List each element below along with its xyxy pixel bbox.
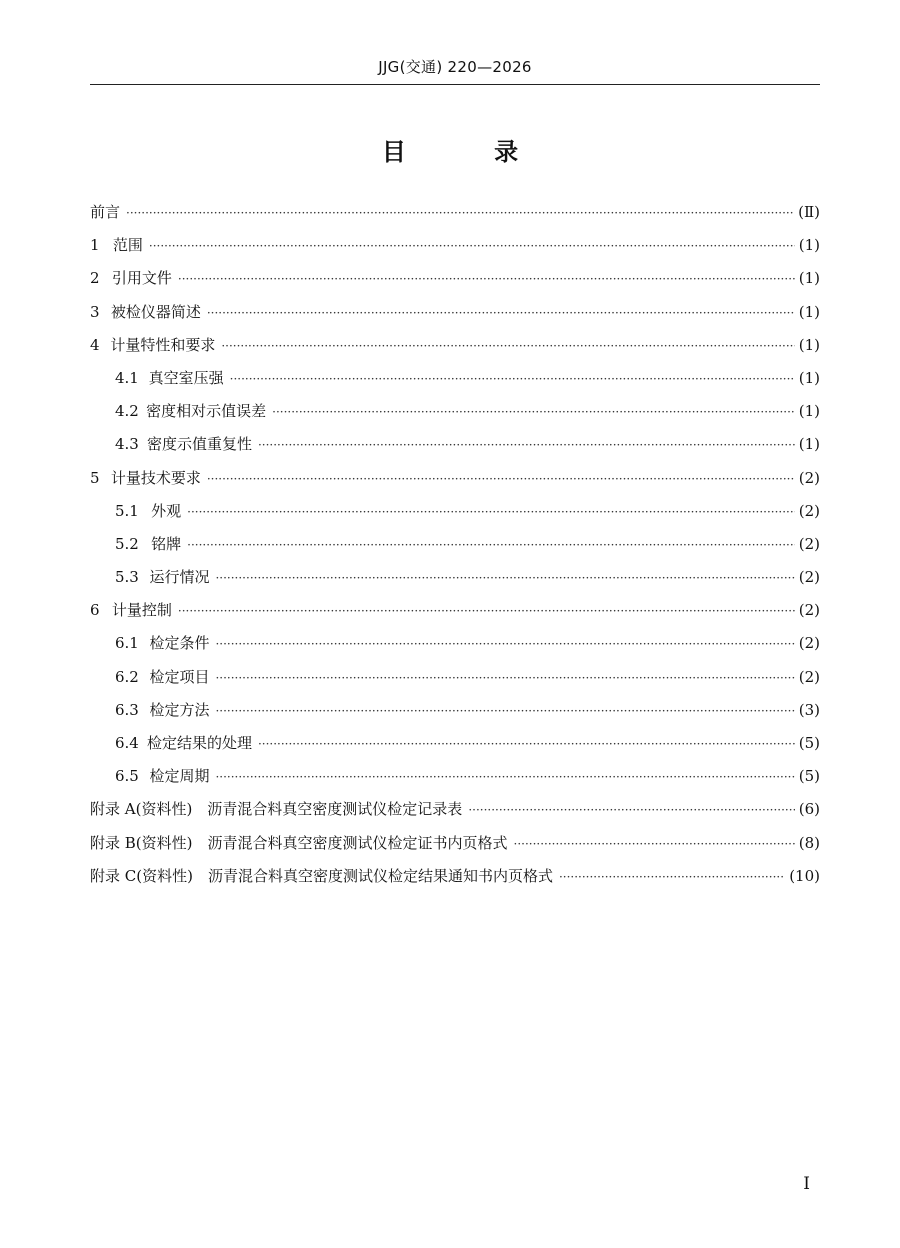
toc-entry-label: 密度相对示值误差 — [146, 402, 267, 421]
toc-entry[interactable] — [90, 661, 820, 694]
toc-entry[interactable] — [90, 495, 820, 528]
toc-dot-leader — [149, 230, 795, 263]
table-of-contents — [90, 196, 820, 893]
toc-dot-leader — [126, 197, 794, 230]
toc-entry-label: 引用文件 — [111, 269, 172, 288]
toc-dot-leader — [215, 662, 794, 695]
toc-entry-number: 6 — [90, 601, 100, 620]
toc-entry-page: (8) — [798, 833, 820, 852]
toc-entry-page: (1) — [798, 236, 820, 255]
toc-entry[interactable] — [90, 528, 820, 561]
toc-entry-number: 4.1 — [115, 368, 139, 387]
header-rule — [90, 84, 820, 85]
toc-entry[interactable] — [90, 627, 820, 660]
toc-entry-label: 检定方法 — [149, 700, 210, 719]
toc-entry-number: 4.2 — [115, 402, 139, 421]
toc-entry-page: (1) — [798, 335, 820, 354]
toc-entry-number: 5.3 — [115, 568, 139, 587]
toc-entry-page: (1) — [798, 269, 820, 288]
toc-entry[interactable] — [90, 196, 820, 229]
toc-entry-page: (1) — [798, 302, 820, 321]
toc-dot-leader — [258, 728, 795, 761]
toc-dot-leader — [559, 861, 785, 894]
toc-dot-leader — [514, 828, 795, 861]
toc-dot-leader — [207, 463, 795, 496]
toc-entry-label: 前言 — [90, 203, 121, 221]
toc-entry-label: 外观 — [151, 501, 182, 520]
toc-entry-label: 范围 — [112, 236, 143, 255]
toc-entry-page: (2) — [798, 634, 820, 653]
toc-entry-page: (2) — [798, 667, 820, 686]
page-number: I — [803, 1174, 810, 1194]
toc-dot-leader — [187, 496, 795, 529]
toc-entry-page: (6) — [798, 800, 820, 819]
toc-entry-page: (2) — [798, 501, 820, 520]
toc-dot-leader — [207, 297, 795, 330]
toc-entry[interactable] — [90, 296, 820, 329]
toc-entry-page: (2) — [798, 534, 820, 553]
toc-entry-number: 1 — [90, 236, 100, 255]
toc-entry-label: 附录 A(资料性) 沥青混合料真空密度测试仪检定记录表 — [90, 800, 463, 819]
toc-entry-number: 6.4 — [115, 734, 139, 752]
toc-entry[interactable] — [90, 727, 820, 760]
toc-entry-number: 6.2 — [115, 667, 139, 686]
toc-entry[interactable] — [90, 428, 820, 461]
toc-dot-leader — [187, 529, 795, 562]
running-header: JJG(交通) 220—2026 — [378, 58, 532, 76]
toc-entry-label: 计量控制 — [111, 601, 172, 620]
toc-entry[interactable] — [90, 262, 820, 295]
toc-dot-leader — [272, 396, 795, 429]
toc-entry-page: (10) — [789, 866, 820, 885]
toc-dot-leader — [468, 794, 794, 827]
toc-entry-number: 5 — [90, 468, 100, 487]
toc-entry-label: 检定项目 — [149, 667, 210, 686]
toc-entry-number: 4.3 — [115, 435, 139, 454]
toc-entry[interactable] — [90, 594, 820, 627]
toc-dot-leader — [221, 330, 794, 363]
toc-dot-leader — [230, 363, 795, 396]
toc-entry[interactable] — [90, 793, 820, 826]
toc-entry-label: 真空室压强 — [148, 368, 224, 387]
toc-entry[interactable] — [90, 561, 820, 594]
toc-dot-leader — [215, 628, 794, 661]
toc-entry[interactable] — [90, 462, 820, 495]
toc-entry-page: (2) — [798, 601, 820, 620]
toc-entry-page: (Ⅱ) — [798, 203, 820, 221]
toc-entry-label: 附录 B(资料性) 沥青混合料真空密度测试仪检定证书内页格式 — [90, 833, 508, 852]
toc-dot-leader — [178, 263, 795, 296]
toc-entry-number: 5.1 — [115, 501, 139, 520]
toc-entry-label: 运行情况 — [149, 568, 210, 587]
toc-entry[interactable] — [90, 760, 820, 793]
toc-entry-number: 5.2 — [115, 534, 139, 553]
toc-entry-label: 计量技术要求 — [110, 468, 201, 487]
toc-entry-label: 检定周期 — [149, 767, 210, 786]
page-title: 目 录 — [381, 138, 559, 166]
toc-entry-label: 密度示值重复性 — [146, 435, 252, 454]
toc-entry-label: 计量特性和要求 — [110, 335, 216, 354]
toc-entry-page: (5) — [798, 767, 820, 786]
toc-entry-page: (1) — [798, 402, 820, 421]
toc-dot-leader — [215, 761, 794, 794]
toc-entry[interactable] — [90, 827, 820, 860]
toc-entry-label: 检定条件 — [149, 634, 210, 653]
toc-entry-number: 6.1 — [115, 634, 139, 653]
toc-dot-leader — [258, 429, 795, 462]
toc-entry-page: (2) — [798, 468, 820, 487]
toc-dot-leader — [215, 695, 794, 728]
toc-entry[interactable] — [90, 362, 820, 395]
toc-entry-page: (1) — [798, 368, 820, 387]
toc-entry-label: 检定结果的处理 — [146, 734, 252, 752]
toc-entry-page: (5) — [798, 734, 820, 752]
toc-entry-number: 2 — [90, 269, 100, 288]
toc-entry-page: (2) — [798, 568, 820, 587]
toc-entry-label: 附录 C(资料性) 沥青混合料真空密度测试仪检定结果通知书内页格式 — [90, 866, 553, 885]
toc-entry-label: 被检仪器简述 — [110, 302, 201, 321]
toc-entry-label: 铭牌 — [151, 534, 182, 553]
toc-dot-leader — [215, 562, 794, 595]
toc-entry[interactable] — [90, 694, 820, 727]
toc-entry[interactable] — [90, 229, 820, 262]
toc-entry-number: 6.3 — [115, 700, 139, 719]
toc-entry-page: (3) — [798, 700, 820, 719]
toc-dot-leader — [178, 595, 795, 628]
toc-entry-page: (1) — [798, 435, 820, 454]
toc-entry[interactable] — [90, 329, 820, 362]
toc-entry[interactable] — [90, 395, 820, 428]
toc-entry-number: 3 — [90, 302, 100, 321]
toc-entry-number: 6.5 — [115, 767, 139, 786]
toc-entry-number: 4 — [90, 335, 100, 354]
toc-entry[interactable] — [90, 860, 820, 893]
